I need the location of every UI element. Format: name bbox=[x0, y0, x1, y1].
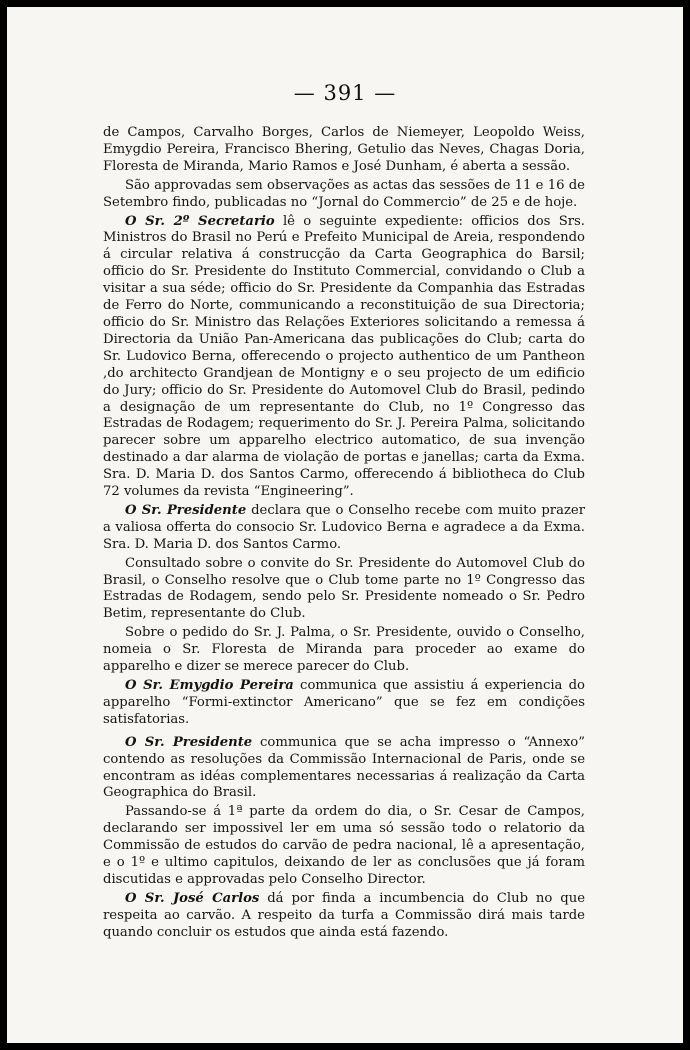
paragraph-text: Sobre o pedido do Sr. J. Palma, o Sr. Presidente, ouvido o Conselho, nomeia o Sr. Floresta de Miranda para proceder ao exame do apparelho e dizer se merece parecer do Club. bbox=[103, 625, 585, 675]
paragraph-text: communica que assistiu á experiencia do apparelho “Formi-extinctor Americano” que se fez em condições satisfatorias. bbox=[103, 678, 585, 727]
paragraph bbox=[103, 214, 585, 501]
paragraph bbox=[103, 178, 585, 212]
paragraph bbox=[103, 804, 585, 889]
paragraph-text: Passando-se á 1ª parte da ordem do dia, o Sr. Cesar de Campos, declarando ser impossivel ler em uma só sessão todo o relatorio da Commissão de estudos do carvão de pedra nacional, lê a apresentação, e o 1º e ultimo capitulos, deixando de ler as conclusões que já foram discutidas e approvadas pelo Conselho Director. bbox=[103, 804, 585, 887]
paragraph bbox=[103, 125, 585, 176]
speaker-name: O Sr. Presidente bbox=[125, 734, 253, 750]
paragraph-text: Consultado sobre o convite do Sr. Presidente do Automovel Club do Brasil, o Conselho resolve que o Club tome parte no 1º Congresso das Estradas de Rodagem, sendo pelo Sr. Presidente nomeado o Sr. Pedro Betim, representante do Club. bbox=[103, 555, 585, 622]
paragraph-text: de Campos, Carvalho Borges, Carlos de Niemeyer, Leopoldo Weiss, Emygdio Pereira, Francisco Bhering, Getulio das Neves, Chagas Doria, Floresta de Miranda, Mario Ramos e José Dunham, é aberta a sessão. bbox=[103, 125, 585, 174]
speaker-name: O Sr. 2º Secretario bbox=[125, 213, 275, 229]
paragraph bbox=[103, 891, 585, 942]
page-number: — 391 — bbox=[293, 81, 397, 105]
speaker-name: O Sr. Presidente bbox=[125, 502, 247, 518]
paragraph-text: São approvadas sem observações as actas das sessões de 11 e 16 de Setembro findo, publicadas no “Jornal do Commercio” de 25 e de hoje. bbox=[103, 177, 585, 210]
paragraph bbox=[103, 556, 585, 624]
paragraph-text: declara que o Conselho recebe com muito prazer a valiosa offerta do consocio Sr. Ludovico Berna e agradece a da Exma. Sra. D. Maria D. dos Santos Carmo. bbox=[103, 502, 585, 552]
paragraph-text: lê o seguinte expediente: officios dos Srs. Ministros do Brasil no Perú e Prefeito Municipal de Areia, respondendo á circular relativa á construcção da Carta Geographica do Barsil; officio do Sr. Presidente do Instituto Commercial, convidando o Club a visitar a sua séde; officio do Sr. Presidente da Companhia das Estradas de Ferro do Norte, communicando a reconstituição de sua Directoria; officio do Sr. Ministro das Relações Exteriores solicitando a remessa á Directoria da União Pan-Americana das publicações do Club; carta do Sr. Ludovico Berna, offerecendo o projecto authentico de um Pantheon ,do architecto Grandjean de Montigny e o seu projecto de um edificio do Jury; officio do Sr. Presidente do Automovel Club do Brasil, pedindo a designação de um representante do Club, no 1º Congresso das Estradas de Rodagem; requerimento do Sr. J. Pereira Palma, solicitando parecer sobre um apparelho electrico automatico, de sua invenção destinado a dar alarma de violação de portas e janellas; carta da Exma. Sra. D. Maria D. dos Santos Carmo, offerecendo á bibliotheca do Club 72 volumes da revista “Engineering”. bbox=[103, 213, 585, 500]
minutes-text bbox=[103, 125, 585, 944]
speaker-name: O Sr. Emygdio Pereira bbox=[125, 678, 294, 693]
paragraph bbox=[103, 735, 585, 803]
paragraph bbox=[103, 625, 585, 676]
speaker-name: O Sr. José Carlos bbox=[125, 890, 260, 906]
paragraph bbox=[103, 503, 585, 554]
document-page bbox=[7, 7, 683, 1043]
paragraph-text: communica que se acha impresso o “Annexo” contendo as resoluções da Commissão Internacional de Paris, onde se encontram as idéas complementares necessarias á realização da Carta Geographica do Brasil. bbox=[103, 734, 585, 801]
paragraph-text: dá por finda a incumbencia do Club no que respeita ao carvão. A respeito da turfa a Commissão dirá mais tarde quando concluir os estudos que ainda está fazendo. bbox=[103, 890, 585, 940]
paragraph bbox=[103, 678, 585, 729]
